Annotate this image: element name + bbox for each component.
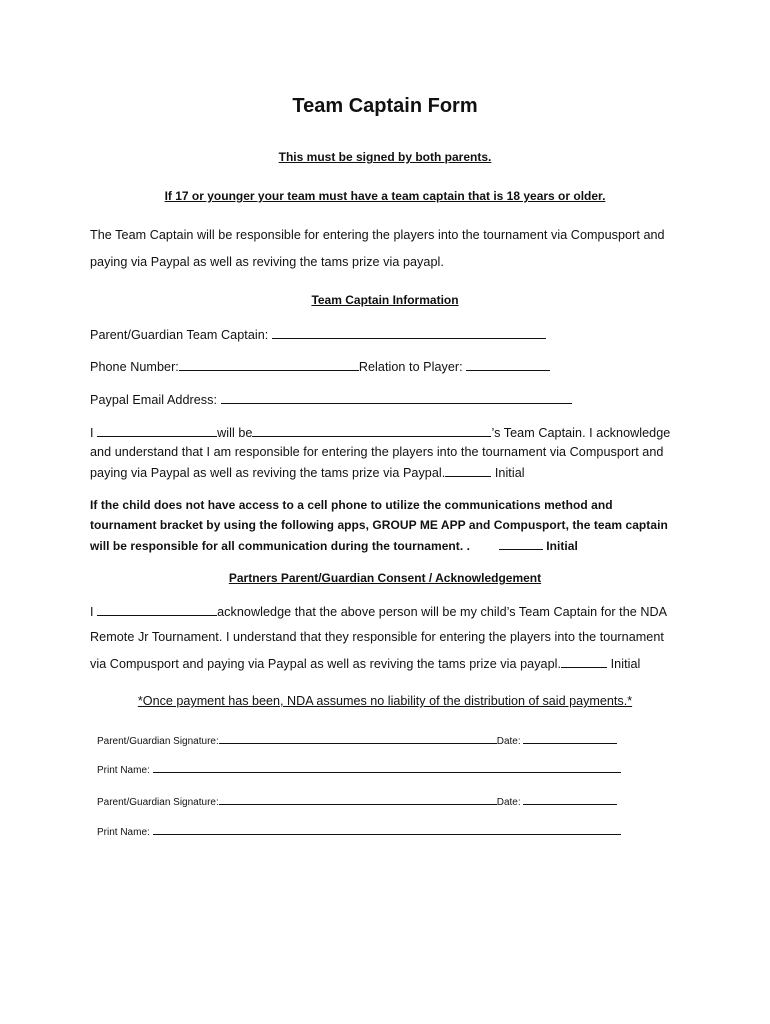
phone-number-field[interactable] — [179, 359, 359, 371]
ack-i-label: I — [90, 426, 94, 440]
signature-label-2: Parent/Guardian Signature: — [97, 797, 219, 808]
partners-initial-field[interactable] — [561, 656, 607, 668]
signature-field-2[interactable] — [219, 795, 497, 805]
liability-notice: *Once payment has been, NDA assumes no liability of the distribution of said payments.* — [137, 694, 633, 708]
relation-label: Relation to Player: — [358, 360, 463, 374]
phone-number-label: Phone Number: — [90, 360, 179, 374]
date-field-2[interactable] — [523, 795, 617, 805]
age-notice: If 17 or younger your team must have a team captain that is 18 years or older. — [164, 189, 606, 203]
partners-text-1: acknowledge that the above person will be my child’s Team Captain for the NDA — [217, 605, 668, 619]
acknowledge-line-3 — [90, 465, 525, 480]
communication-line-2: tournament bracket by using the following apps, GROUP ME APP and Compusport, the team captain — [90, 518, 668, 532]
partners-name-field[interactable] — [97, 604, 217, 616]
print-name-row-2 — [97, 825, 621, 838]
signed-notice: This must be signed by both parents. — [278, 150, 492, 164]
acknowledge-line-2: and understand that I am responsible for entering the players into the tournament via Compusport and — [90, 445, 664, 459]
intro-line-1: The Team Captain will be responsible for entering the players into the tournament via Compusport and — [90, 228, 665, 242]
communication-text-3: will be responsible for all communication during the tournament. . — [90, 539, 471, 553]
signature-row-2 — [97, 795, 617, 808]
partners-text-3: via Compusport and paying via Paypal as well as reviving the tams prize via payapl. — [90, 657, 562, 671]
print-name-field-2[interactable] — [153, 825, 621, 835]
communication-initial-field[interactable] — [499, 538, 543, 550]
communication-initial-label: Initial — [546, 539, 578, 553]
intro-line-2: paying via Paypal as well as reviving the tams prize via payapl. — [90, 255, 444, 269]
ack-name-field[interactable] — [97, 425, 217, 437]
print-name-label-2: Print Name: — [97, 827, 150, 838]
parent-guardian-captain-row — [90, 327, 546, 342]
date-label-1: Date: — [496, 736, 521, 747]
paypal-email-field[interactable] — [221, 392, 572, 404]
print-name-field-1[interactable] — [153, 763, 621, 773]
ack-initial-label: Initial — [494, 466, 525, 480]
print-name-label-1: Print Name: — [97, 765, 150, 776]
relation-field[interactable] — [466, 359, 550, 371]
section-heading-captain-info: Team Captain Information — [311, 293, 459, 307]
ack-text-3: paying via Paypal as well as reviving the tams prize via Paypal. — [90, 466, 446, 480]
ack-player-field[interactable] — [252, 425, 491, 437]
partners-initial-label: Initial — [610, 657, 641, 671]
partners-line-2: Remote Jr Tournament. I understand that they responsible for entering the players into the tournament — [90, 630, 664, 644]
parent-guardian-captain-field[interactable] — [272, 327, 546, 339]
print-name-row-1 — [97, 763, 621, 776]
paypal-email-label: Paypal Email Address: — [90, 393, 218, 407]
date-field-1[interactable] — [523, 734, 617, 744]
ack-will-be-label: will be — [217, 426, 253, 440]
parent-guardian-captain-label: Parent/Guardian Team Captain: — [90, 328, 269, 342]
communication-line-1: If the child does not have access to a cell phone to utilize the communications method and — [90, 498, 613, 512]
ack-initial-field[interactable] — [445, 465, 491, 477]
section-heading-partners-consent: Partners Parent/Guardian Consent / Acknowledgement — [228, 571, 542, 585]
date-label-2: Date: — [496, 797, 521, 808]
signature-row-1 — [97, 734, 617, 747]
partners-line-1 — [90, 604, 667, 619]
communication-line-3 — [90, 538, 578, 553]
ack-text-1: ’s Team Captain. I acknowledge — [491, 426, 671, 440]
partners-i-label: I — [90, 605, 94, 619]
acknowledge-line-1 — [90, 425, 670, 440]
partners-line-3 — [90, 656, 640, 671]
signature-field-1[interactable] — [219, 734, 497, 744]
paypal-email-row — [90, 392, 572, 407]
signature-label-1: Parent/Guardian Signature: — [97, 736, 219, 747]
phone-relation-row — [90, 359, 550, 374]
form-title: Team Captain Form — [292, 95, 478, 117]
